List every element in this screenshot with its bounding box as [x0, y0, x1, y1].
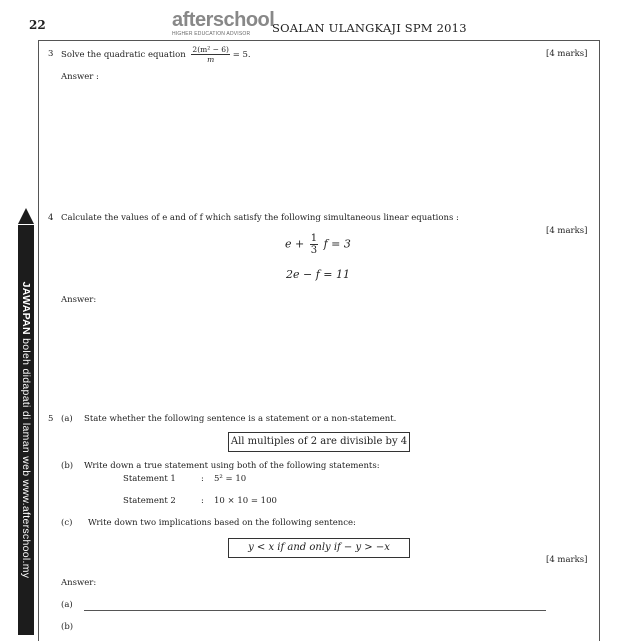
q5a-label: (a): [61, 414, 73, 424]
sidebar-arrow-icon: [18, 208, 34, 224]
q5-answer-a-line: [84, 610, 546, 611]
q5b-label: (b): [61, 461, 74, 471]
q3-question: [61, 45, 251, 64]
q3-rhs: = 5.: [232, 50, 251, 60]
q4-text: Calculate the values of e and of f which satisfy the following simultaneous linear equations :: [61, 213, 459, 223]
page-number: 22: [29, 18, 46, 32]
q4-number: 4: [48, 213, 54, 223]
q3-frac-num: 2(m² − 6): [192, 45, 229, 54]
q3-number: 3: [48, 49, 54, 59]
q4-answer-label: Answer:: [61, 295, 97, 305]
q5a-sentence-box: All multiples of 2 are divisible by 4: [228, 432, 410, 452]
q5b-statement2-colon: :: [201, 496, 204, 506]
q5a-text: State whether the following sentence is a statement or a non-statement.: [84, 414, 397, 424]
q5-number: 5: [48, 414, 54, 424]
q5-answer-b-label: (b): [61, 622, 74, 632]
q4-eq1-frac-den: 3: [310, 245, 318, 256]
logo-text: afterschool: [172, 9, 275, 31]
q5b-statement1-label: Statement 1: [123, 474, 176, 484]
sidebar-bold: JAWAPAN: [20, 281, 32, 335]
sidebar-text: boleh didapati di laman web www.afterschool.my: [20, 334, 32, 579]
q5b-statement2-value: 10 × 10 = 100: [214, 496, 277, 506]
q3-fraction: [191, 45, 230, 64]
q5b-statement2-label: Statement 2: [123, 496, 176, 506]
q4-eq1-fraction: [310, 233, 318, 256]
q3-answer-label: Answer :: [61, 72, 99, 82]
q5b-statement1-colon: :: [201, 474, 204, 484]
q5b-text: Write down a true statement using both of the following statements:: [84, 461, 380, 471]
logo-tagline: HIGHER EDUCATION ADVISOR: [172, 31, 251, 37]
q3-marks: [4 marks]: [546, 49, 588, 59]
sidebar-banner: [18, 225, 34, 635]
q4-eq1-frac-num: 1: [310, 233, 318, 244]
q3-text: Solve the quadratic equation: [61, 50, 186, 60]
q5c-label: (c): [61, 518, 73, 528]
q5c-sentence-box: y < x if and only if − y > −x: [228, 538, 410, 558]
q5-answer-a-label: (a): [61, 600, 73, 610]
q5c-text: Write down two implications based on the following sentence:: [88, 518, 356, 528]
q4-eq1-right: f = 3: [323, 237, 351, 251]
paper-title: SOALAN ULANGKAJI SPM 2013: [272, 21, 467, 35]
q4-equation-2: 2e − f = 11: [286, 268, 350, 281]
q3-frac-den: m: [207, 55, 215, 64]
q4-marks: [4 marks]: [546, 226, 588, 236]
q5-answer-label: Answer:: [61, 578, 97, 588]
q4-equation-1: [285, 233, 351, 256]
afterschool-logo: [172, 9, 275, 37]
q5-marks: [4 marks]: [546, 555, 588, 565]
q5b-statement1-value: 5² = 10: [214, 474, 247, 484]
q4-eq1-left: e +: [285, 237, 305, 251]
